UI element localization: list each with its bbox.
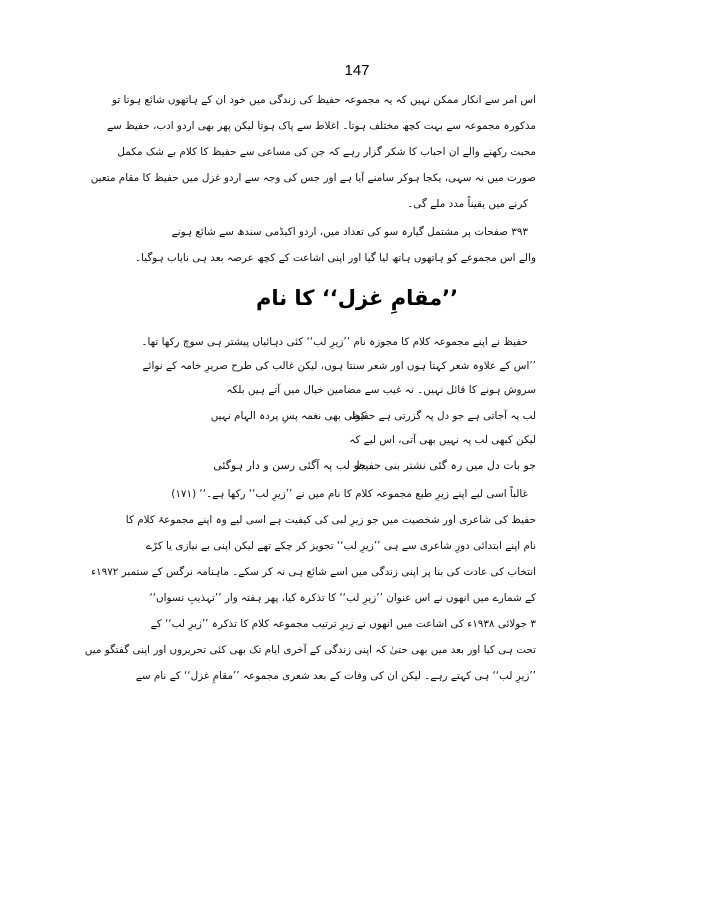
text-line: سروش ہونے کا قائل نہیں۔ نہ غیب سے مضامین خیال میں آتے ہیں بلکہ (226, 384, 536, 396)
text-line: کے شمارے میں انھوں نے اس عنوان ’’زیرِ لب‘‘ کا تذکرہ کیا، پھر ہفتہ وار ’’تہذیبِ نسواں‘‘ (149, 592, 536, 604)
text-line: محبت رکھنے والے ان احباب کا شکر گزار رہے کہ جن کی مساعی سے حفیظ کا کلام بے شک مکمل (117, 146, 536, 158)
text-line: والے اس مجموعے کو ہاتھوں ہاتھ لیا گیا اور اپنی اشاعت کے کچھ عرصہ بعد ہی نایاب ہوگیا۔ (134, 252, 536, 264)
text-line: اس امر سے انکار ممکن نہیں کہ یہ مجموعہ حفیظ کی زندگی میں خود ان کے ہاتھوں شائع ہوتا تو (111, 94, 536, 106)
verse-2-second-half: جو لب پہ آگئی رسن و دار ہوگئی (213, 459, 366, 472)
text-line: ۳ جولائی ۱۹۳۸ء کی اشاعت میں انھوں نے زیرِ ترتیب مجموعہ کلام کا تذکرہ ’’زیرِ لب‘‘ کے (150, 618, 536, 630)
text-line: حفیظ کی شاعری اور شخصیت میں جو زیرِ لبی کی کیفیت ہے اسی لیے وہ اپنے مجموعۂ کلام کا (125, 514, 536, 526)
verse-1-first-half: لب پہ آجاتی ہے جو دل پہ گزرتی ہے حفیظ (350, 410, 536, 422)
verse-2-first-half: جو بات دل میں رہ گئی نشتر بنی حفیظ (354, 459, 536, 472)
text-line: ۳۹۳ صفحات پر مشتمل گیارہ سو کی تعداد میں، اردو اکیڈمی سندھ سے شائع ہونے (171, 226, 528, 238)
page-number: 147 (344, 62, 370, 79)
text-line: ’’زیرِ لب‘‘ ہی کہتے رہے۔ لیکن ان کی وفات کے بعد شعری مجموعہ ’’مقامِ غزل‘‘ کے نام سے (135, 670, 536, 682)
section-heading: ’’مقامِ غزل‘‘ کا نام (255, 286, 459, 310)
text-line: انتخاب کی عادت کی بنا پر اپنی زندگی میں اسے شائع ہی نہ کر سکے۔ ماہنامہ نرگس کے ستمبر ۱۹۷۲ء (91, 566, 536, 578)
text-line: غالباً اسی لیے اپنے زیرِ طبع مجموعہ کلام کا نام میں نے ’’زیرِ لب‘‘ رکھا ہے۔‘‘ (۱۷۱) (171, 488, 528, 500)
text-line: تحت ہی کیا اور بعد میں بھی حتیٰ کہ اپنی زندگی کے آخری ایام تک بھی کئی تحریروں اور اپنی گفتگو میں (84, 644, 536, 656)
verse-connector-line: لیکن کبھی لب پہ نہیں بھی آتی، اس لیے کہ (349, 434, 536, 446)
text-line: حفیظ نے اپنے مجموعہ کلام کا مجوزہ نام ’’زیرِ لب‘‘ کئی دہائیاں پیشتر ہی سوچ رکھا تھا۔ (141, 336, 528, 348)
text-line: مذکورہ مجموعہ سے بہت کچھ مختلف ہوتا۔ اغلاط سے پاک ہوتا لیکن پھر بھی اردو ادب، حفیظ سے (106, 120, 536, 132)
text-line: ’’اس کے علاوہ شعر کہتا ہوں اور شعر سنتا ہوں، لیکن غالب کی طرح صریرِ خامہ کے نوائے (142, 360, 536, 372)
text-line: صورت میں نہ سہی، یکجا ہوکر سامنے آیا ہے اور جس کی وجہ سے اردو غزل میں حفیظ کا مقام متعین (90, 172, 536, 184)
verse-1-second-half: کوئی بھی نغمہ پسِ پردہ الہام نہیں (210, 410, 366, 422)
text-line: نام اپنے ابتدائی دورِ شاعری سے ہی ’’زیرِ لب‘‘ تجویز کر چکے تھے لیکن اپنی بے نیازی یا کڑے (145, 540, 536, 552)
text-line: کرنے میں یقیناً مدد ملے گی۔ (407, 198, 528, 210)
